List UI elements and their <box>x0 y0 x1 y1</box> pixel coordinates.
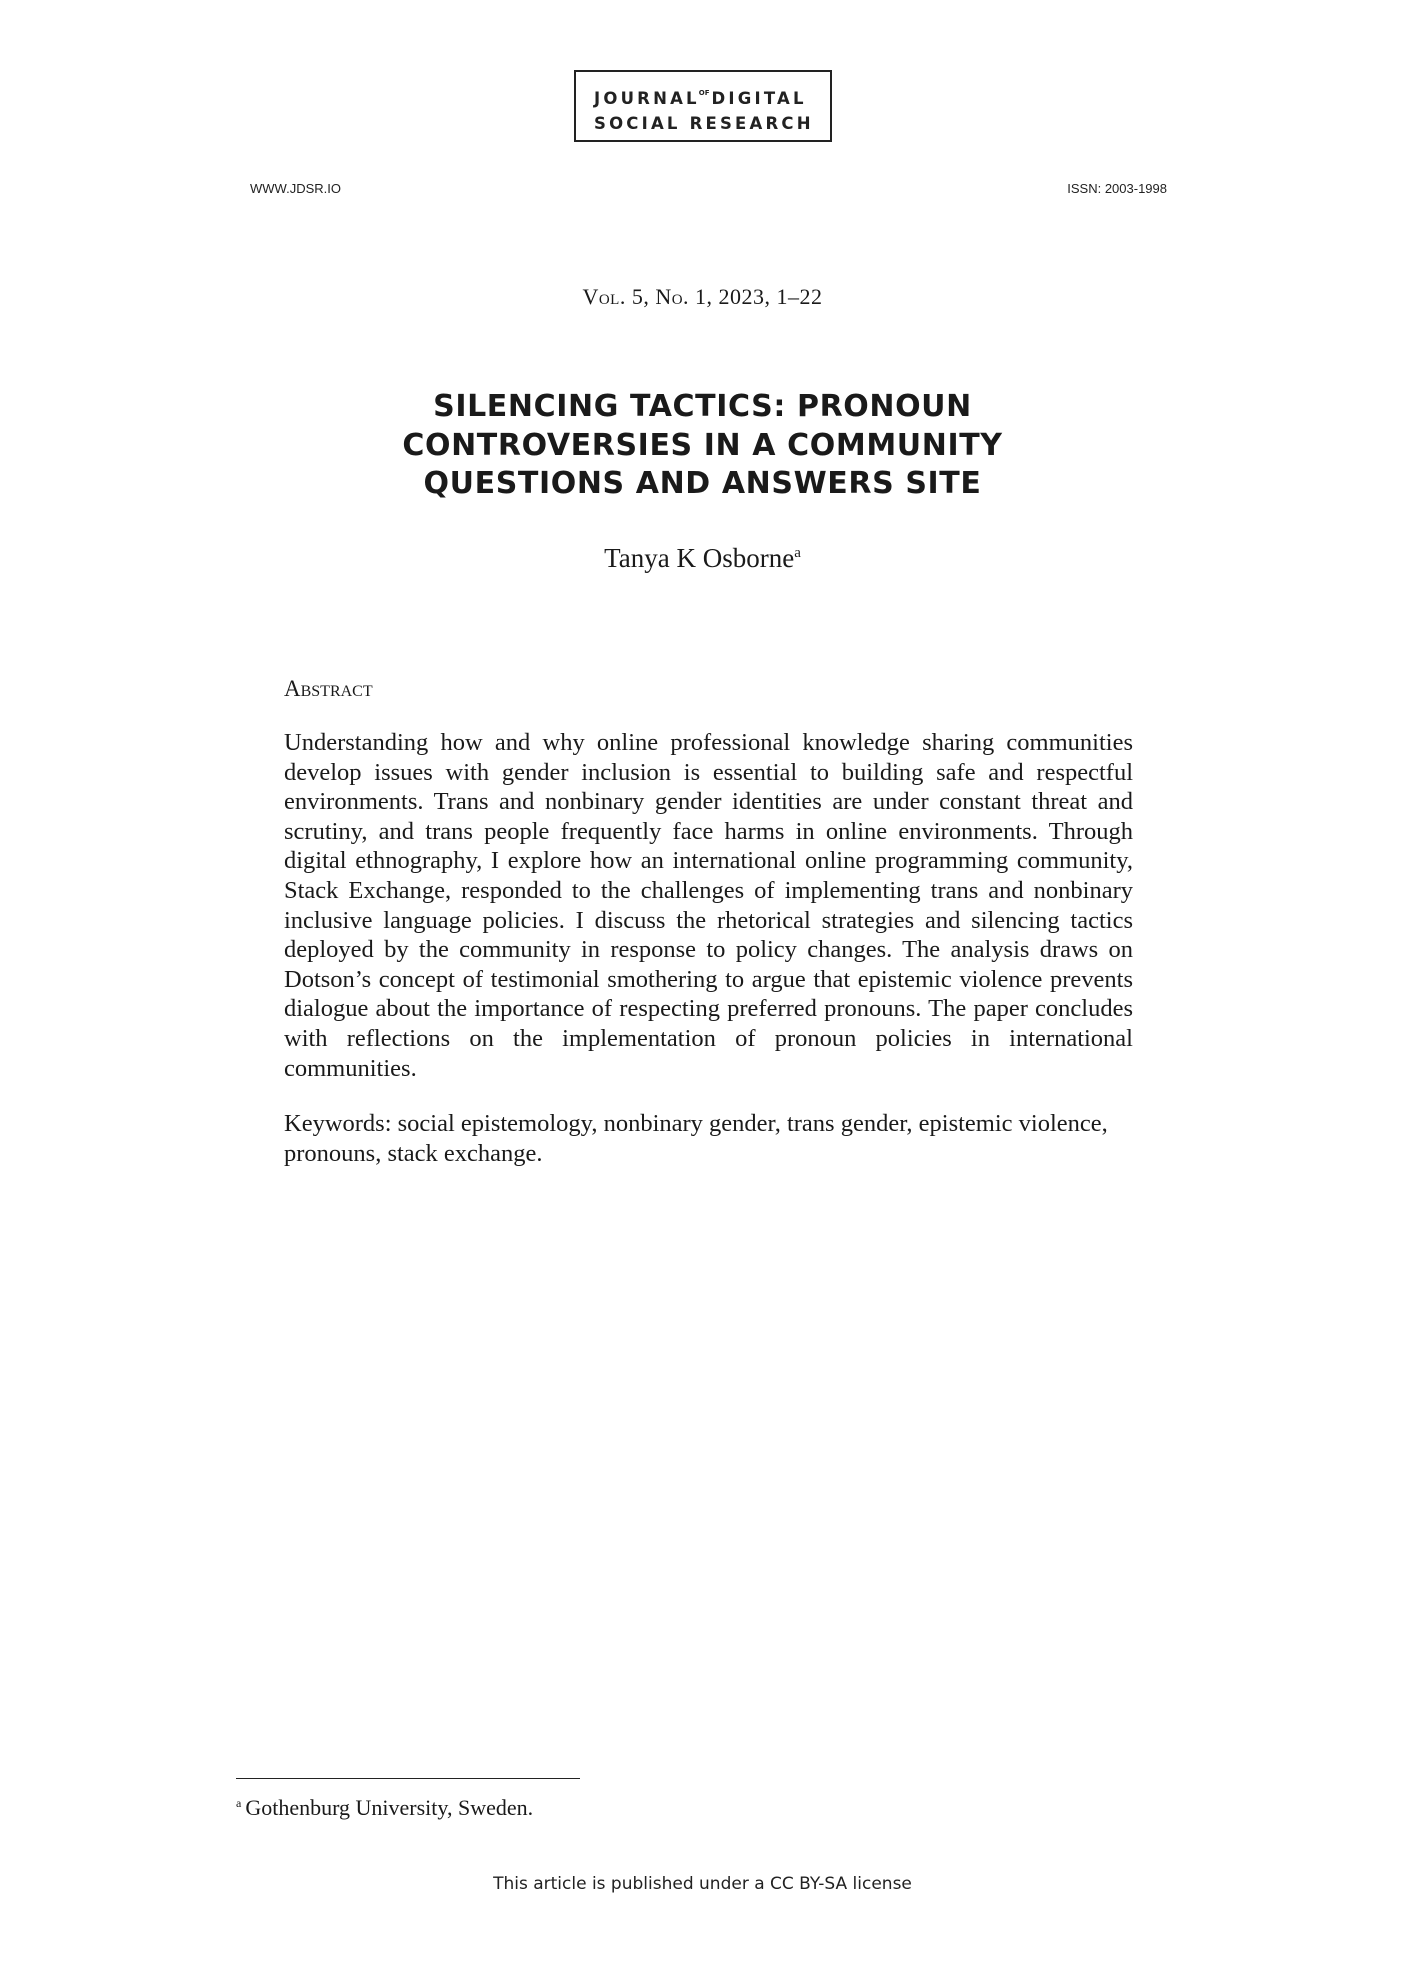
journal-logo <box>574 70 832 142</box>
text-line: inclusive language policies. I discuss the rhetorical strategies and silencing tactics <box>284 906 1133 934</box>
keywords <box>284 1109 1133 1168</box>
license-note: This article is published under a CC BY-SA license <box>493 1874 912 1894</box>
text-line: scrutiny, and trans people frequently face harms in online environments. Through <box>284 817 1133 845</box>
title-line: CONTROVERSIES IN A COMMUNITY <box>402 427 1003 463</box>
logo-of: OF <box>698 89 710 97</box>
logo-text: DIGITAL <box>711 89 807 108</box>
text-line: Keywords: social epistemology, nonbinary gender, trans gender, epistemic violence, <box>284 1110 1108 1137</box>
website-url: WWW.JDSR.IO <box>250 181 341 196</box>
footnote-text: Gothenburg University, Sweden. <box>245 1795 534 1820</box>
footnote-divider <box>236 1778 580 1779</box>
author-name: Tanya K Osborne <box>604 543 795 573</box>
volume-info: Vol. 5, No. 1, 2023, 1–22 <box>582 284 823 309</box>
affiliation-mark: a <box>794 545 801 561</box>
text-line: Dotson’s concept of testimonial smothering to argue that epistemic violence prevents <box>284 965 1133 993</box>
text-line: develop issues with gender inclusion is essential to building safe and respectful <box>284 758 1133 786</box>
paper-title <box>0 388 1405 504</box>
text-line: deployed by the community in response to policy changes. The analysis draws on <box>284 936 1133 964</box>
footnote <box>236 1795 533 1821</box>
footnote-mark: a <box>236 1795 242 1810</box>
text-line: digital ethnography, I explore how an international online programming community, <box>284 847 1133 875</box>
title-line: SILENCING TACTICS: PRONOUN <box>433 389 972 424</box>
text-line: with reflections on the implementation of pronoun policies in international <box>284 1024 1133 1052</box>
issn: ISSN: 2003-1998 <box>1067 181 1167 196</box>
abstract-body <box>284 728 1133 1083</box>
author <box>0 543 1405 574</box>
title-line: QUESTIONS AND ANSWERS SITE <box>423 466 982 501</box>
text-line: pronouns, stack exchange. <box>284 1139 543 1167</box>
text-line: Understanding how and why online professional knowledge sharing communities <box>284 729 1133 756</box>
text-line: Stack Exchange, responded to the challenges of implementing trans and nonbinary <box>284 876 1133 904</box>
logo-text: SOCIAL RESEARCH <box>594 114 814 133</box>
logo-text: JOURNAL <box>594 89 700 108</box>
text-line: environments. Trans and nonbinary gender identities are under constant threat and <box>284 788 1133 816</box>
abstract-heading: Abstract <box>284 676 373 701</box>
text-line: communities. <box>284 1054 417 1082</box>
text-line: dialogue about the importance of respecting preferred pronouns. The paper concludes <box>284 995 1133 1023</box>
